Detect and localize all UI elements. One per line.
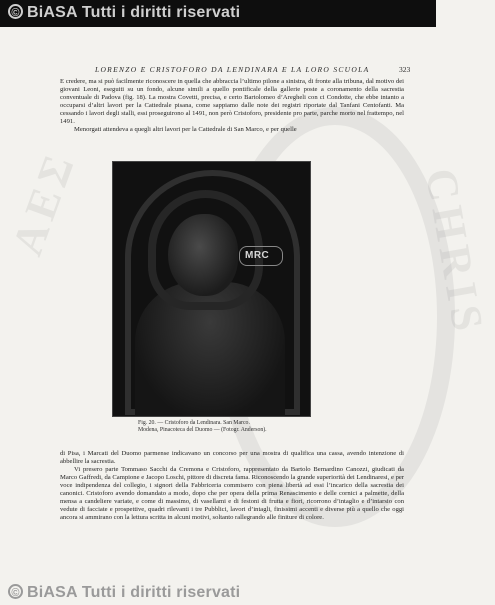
paragraph: Vi presero parte Tommaso Sacchi da Cremona e Cristoforo, rappresentato da Bartolo Bernardino Canozzi, giudicati da Marco Gaffredi, da Campione e Jacopo Loschi, pittore di discreta fama. Riconoscendo la grande superiorità dei Lendinaresi, e per voce indipendenza del collegio, i signori della Fabbriceria commisero con piena libertà ad essi l’incarico della sacrestia dei canonici. Cristoforo avendo domandato a modo, dopo che per opera della prima Renascimento e delle cornici a palmette, della mensa a candeliere variate, e come di massimo, di vasellami e di festoni di frutta e fiori, ricorrono d’intaglio e d’intarsio con vedute di facciate e prospettive, quadri rilevanti i tre Pubblici, lavori d’intagli, finissimi accenti e diverse più a quello che oggi ancora si ammirano con la lettura scritta in alcuni motivi, soltanto rallegrando alle finiture di colore. bbox=[60, 466, 404, 522]
watermark-bottom bbox=[8, 584, 240, 602]
page-number: 323 bbox=[399, 65, 411, 74]
paragraph: E credere, ma si può facilmente riconoscere in quella che abbraccia l’ultimo pilone a sinistra, di fronte alla tribuna, dal motivo dei giovani Leoni, eseguiti su un fondo, alcune simili a quello pontificale della gallerie poste a coronamento della sacrestia conventuale di Padova (fig. 18). La mostra Covetti, precisa, e certo Bartolomeo d’Aregheli con ci Condotte, che ebbe intanto a occuparsi d’altri lavori per la Cattedrale pisana, come sappiamo dalle note dei registri riportate dal Tanfani Centofanti. Ma cessando i lavori degli stalli, essi proseguirono al 1491, non però Cristoforo, presidente pro parte, parche morto nel frattempo, nel 1491. bbox=[60, 78, 404, 126]
watermark-top bbox=[8, 4, 240, 22]
caption-line: Modena, Pinacoteca del Duomo — (Fotogr. Anderson). bbox=[138, 427, 267, 434]
stamp-seal-letters-left: ΑΕΣ bbox=[2, 143, 86, 262]
paragraph: Menorgati attendeva a quegli altri lavori per la Cattedrale di San Marco, e per quelle bbox=[74, 126, 297, 134]
document-page bbox=[0, 27, 494, 580]
watermark-top-text: BiASA Tutti i diritti riservati bbox=[27, 4, 241, 21]
watermark-bottom-text: BiASA Tutti i diritti riservati bbox=[27, 584, 241, 601]
figure-inscription: MRC bbox=[245, 250, 270, 261]
figure-photo bbox=[113, 162, 310, 416]
top-text-block bbox=[60, 78, 404, 134]
bottom-text-block bbox=[60, 450, 404, 522]
figure-saint-face bbox=[168, 214, 238, 296]
paragraph: di Pisa, i Marcati del Duomo parmense indicavano un concorso per una mostra di qualifica una cassa, avendo intenzione di abbellire la sacrestia. bbox=[60, 450, 404, 466]
stamp-seal-letters-right: CHRIS bbox=[415, 164, 494, 341]
copyright-icon: © bbox=[8, 584, 23, 599]
copyright-icon: © bbox=[8, 4, 23, 19]
running-head: LORENZO E CRISTOFORO DA LENDINARA E LA LORO SCUOLA bbox=[95, 65, 370, 74]
figure-caption bbox=[138, 420, 338, 434]
caption-line: Fig. 20. — Cristoforo da Lendinara. San Marco. bbox=[138, 420, 250, 426]
